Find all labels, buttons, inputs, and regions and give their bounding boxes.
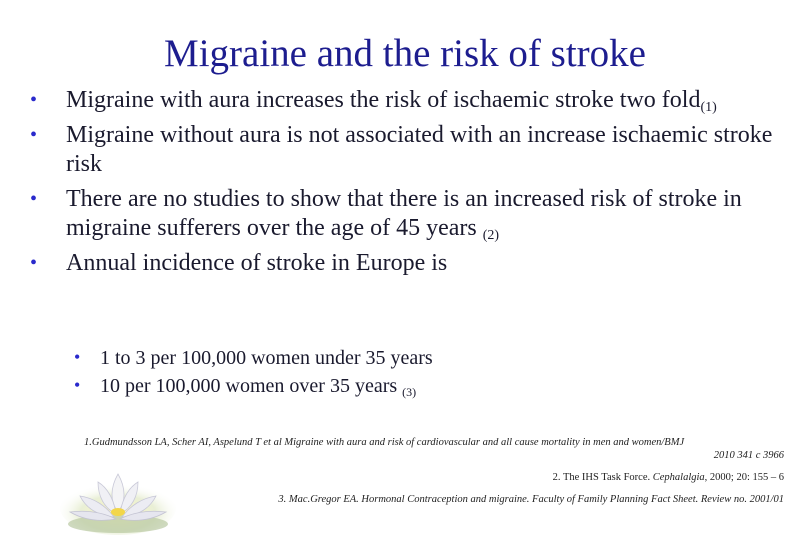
reference-2-authors: 2. The IHS Task Force. xyxy=(552,472,653,483)
sub-bullet-text: 1 to 3 per 100,000 women under 35 years xyxy=(100,347,433,369)
bullet-reference: (2) xyxy=(482,228,500,243)
sub-bullet-text: 10 per 100,000 women over 35 years xyxy=(100,375,403,397)
bullet-list xyxy=(30,86,790,284)
sub-bullet-reference: (3) xyxy=(402,385,417,399)
sub-bullet-item xyxy=(74,344,774,372)
reference-3: 3. Mac.Gregor EA. Hormonal Contraception and migraine. Faculty of Family Planning Fact Sheet. Review no. 2001/01 xyxy=(278,494,784,505)
reference-2-journal: Cephalalgia xyxy=(652,472,705,483)
bullet-dot-icon: • xyxy=(74,375,81,395)
bullet-item xyxy=(30,121,790,179)
bullet-text: Migraine with aura increases the risk of ischaemic stroke two fold xyxy=(66,87,701,113)
bullet-item xyxy=(30,86,790,115)
bullet-text: There are no studies to show that there is an increased risk of stroke in migraine sufferers over the age of 45 years xyxy=(66,186,742,241)
reference-2-details: , 2000; 20: 155 – 6 xyxy=(704,472,784,483)
bullet-dot-icon: • xyxy=(30,188,38,210)
bullet-dot-icon: • xyxy=(30,252,38,274)
reference-1-line-2: 2010 341 c 3966 xyxy=(713,450,784,461)
bullet-item xyxy=(30,185,790,243)
page-title: Migraine and the risk of stroke xyxy=(164,32,646,75)
sub-bullet-item xyxy=(74,372,774,400)
bullet-text: Annual incidence of stroke in Europe is xyxy=(66,250,448,276)
reference-1-line-1: 1.Gudmundsson LA, Scher AI, Aspelund T et al Migraine with aura and risk of cardiovascular and all cause mortality in men and women/BMJ xyxy=(84,437,685,448)
bullet-dot-icon: • xyxy=(30,89,38,111)
reference-1 xyxy=(64,436,784,462)
bullet-reference: (1) xyxy=(700,100,717,115)
sub-bullet-list xyxy=(74,344,774,400)
bullet-item xyxy=(30,249,790,278)
lotus-flower-icon xyxy=(58,462,178,536)
bullet-dot-icon: • xyxy=(74,347,81,367)
bullet-dot-icon: • xyxy=(30,124,38,146)
bullet-text: Migraine without aura is not associated with an increase ischaemic stroke risk xyxy=(66,122,773,177)
